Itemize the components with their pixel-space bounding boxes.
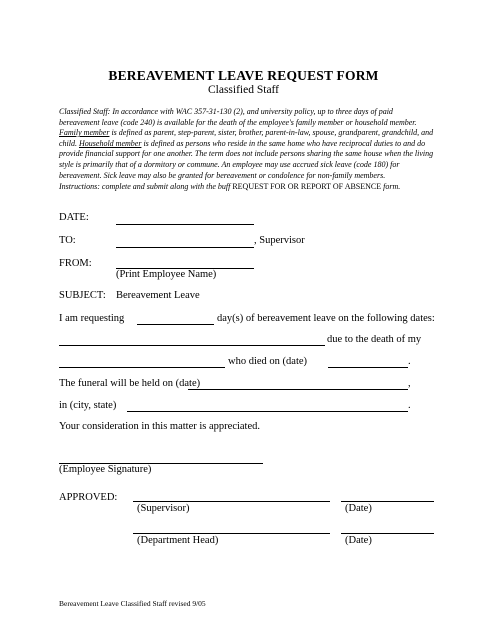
period-2: . bbox=[408, 400, 411, 411]
subject-label: SUBJECT: bbox=[59, 290, 106, 301]
consideration-text: Your consideration in this matter is appreciated. bbox=[59, 421, 261, 432]
leave-dates-line[interactable] bbox=[59, 345, 325, 346]
dept-head-date-line[interactable] bbox=[341, 533, 434, 534]
who-died-text: who died on (date) bbox=[228, 356, 308, 367]
period-1: . bbox=[408, 356, 411, 367]
city-state-line[interactable] bbox=[127, 411, 408, 412]
household-member-term: Household member bbox=[79, 138, 142, 148]
date-caption-2: (Date) bbox=[345, 535, 372, 546]
footer-revision: Bereavement Leave Classified Staff revised 9/05 bbox=[59, 599, 206, 608]
family-member-term: Family member bbox=[59, 128, 110, 138]
supervisor-date-line[interactable] bbox=[341, 501, 434, 502]
supervisor-suffix: , Supervisor bbox=[254, 235, 305, 246]
supervisor-signature-line[interactable] bbox=[133, 501, 330, 502]
city-text: in (city, state) bbox=[59, 400, 117, 411]
print-name-caption: (Print Employee Name) bbox=[116, 269, 217, 280]
funeral-text: The funeral will be held on (date) bbox=[59, 378, 201, 389]
death-of-text: due to the death of my bbox=[327, 334, 422, 345]
dept-head-caption: (Department Head) bbox=[137, 535, 219, 546]
dept-head-signature-line[interactable] bbox=[133, 533, 330, 534]
employee-signature-caption: (Employee Signature) bbox=[59, 464, 152, 475]
requesting-suffix: day(s) of bereavement leave on the following dates: bbox=[217, 313, 435, 324]
date-label: DATE: bbox=[59, 212, 89, 223]
to-label: TO: bbox=[59, 235, 76, 246]
requesting-prefix: I am requesting bbox=[59, 313, 125, 324]
from-label: FROM: bbox=[59, 258, 92, 269]
death-date-line[interactable] bbox=[328, 367, 408, 368]
subject-value: Bereavement Leave bbox=[116, 290, 200, 301]
comma: , bbox=[408, 378, 411, 389]
supervisor-caption: (Supervisor) bbox=[137, 503, 190, 514]
funeral-date-line[interactable] bbox=[188, 389, 408, 390]
days-field-line[interactable] bbox=[137, 324, 214, 325]
date-field-line[interactable] bbox=[116, 224, 254, 225]
form-subtitle: Classified Staff bbox=[207, 84, 280, 96]
policy-text-3: is defined as persons who reside in the same home who have reciprocal duties to and do provide financial support for one another. The term does not include persons sharing the same house when the living style is primarily that of a dormitory or commune. An employee may use accrued sick leave (code 180) for bereavement. Sick leave may also be granted for bereavement or condolence for non-family members. bbox=[59, 138, 434, 180]
instructions bbox=[59, 182, 449, 191]
policy-text-2: is defined as parent, step-parent, sister, brother, parent-in-law, spouse, grandparent, grandchild, and child. bbox=[59, 128, 434, 148]
policy-text-1: Classified Staff: In accordance with WAC 357-31-130 (2), and university policy, up to three days of paid bereavement leave (code 240) is available for the death of the employee's family member or household member. bbox=[59, 107, 417, 127]
instructions-lead: Instructions: complete and submit along with the buff bbox=[59, 182, 231, 191]
to-field-line[interactable] bbox=[116, 247, 254, 248]
relationship-line[interactable] bbox=[59, 367, 225, 368]
policy-paragraph bbox=[59, 107, 434, 181]
date-caption-1: (Date) bbox=[345, 503, 372, 514]
form-title: BEREAVEMENT LEAVE REQUEST FORM bbox=[108, 68, 379, 83]
absence-form-name: REQUEST FOR OR REPORT OF ABSENCE bbox=[232, 182, 382, 191]
instructions-tail: form. bbox=[383, 182, 401, 191]
approved-label: APPROVED: bbox=[59, 492, 118, 503]
